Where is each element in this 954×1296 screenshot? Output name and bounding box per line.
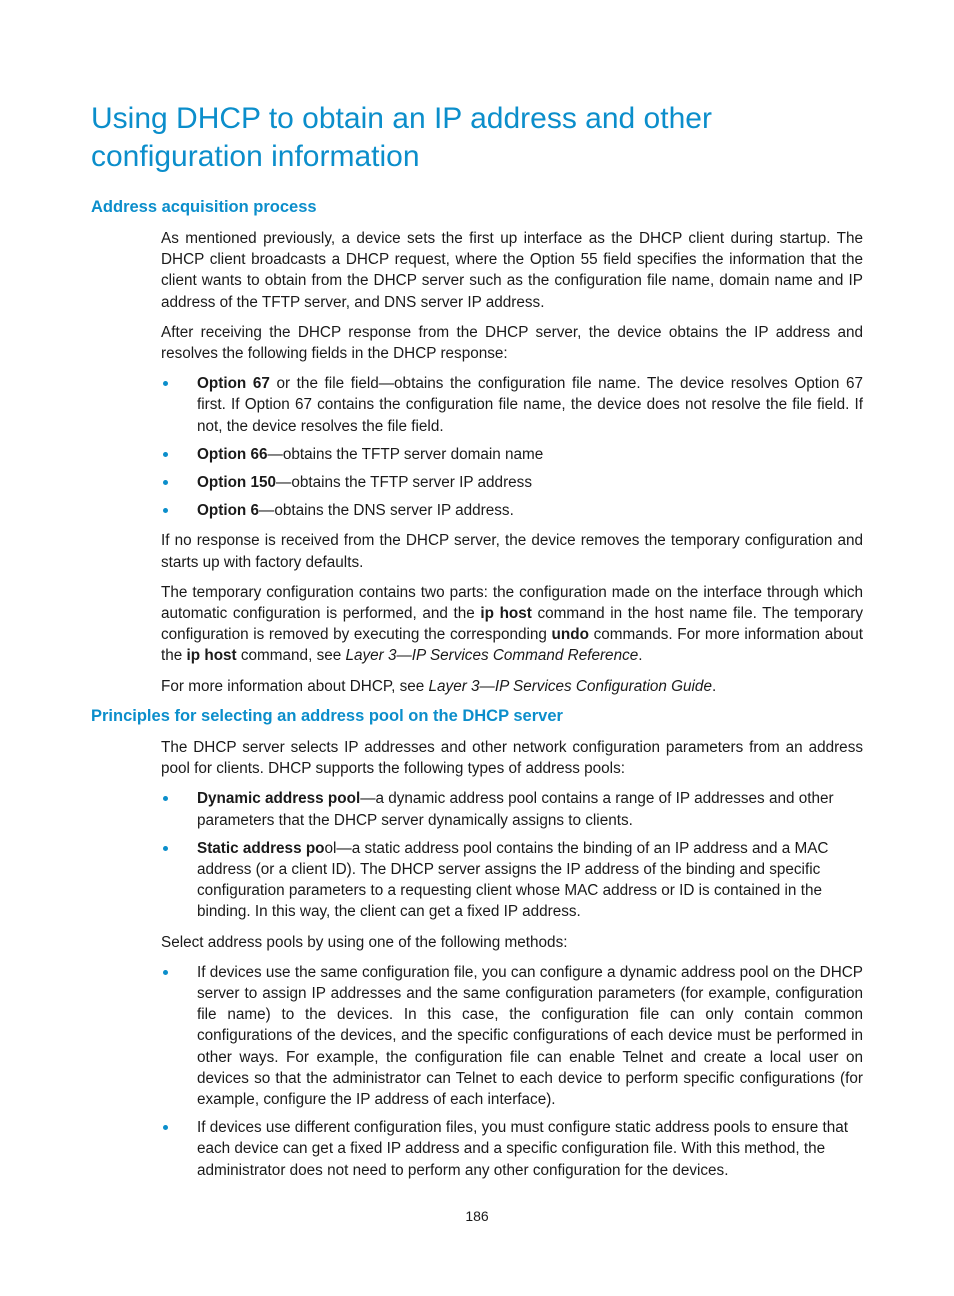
text-run: command in the host name file. The temporary configuration is removed by executing the corresponding (161, 605, 863, 644)
bullet-icon (163, 508, 168, 513)
option-list (161, 373, 863, 521)
text-run: The temporary configuration contains two parts: the configuration made on the interface through which automatic configuration is performed, and the (161, 583, 863, 623)
method-list (161, 962, 863, 1181)
section-body-address-acquisition (161, 228, 863, 706)
bullet-icon (163, 381, 168, 386)
list-item (161, 444, 863, 465)
method-description: If devices use the same configuration file, you can configure a dynamic address pool on the DHCP server to assign IP addresses and the same configuration parameters (for example, configuration file name) to the devices. In this case, the configuration file can only contain common configurations of the devices, and the specific configurations of each device must be performed in other ways. For example, the configuration file can enable Telnet and create a local user on devices so that the administrator can Telnet to each device to perform specific configurations (for example, configure the IP address of each interface). (197, 963, 863, 1109)
option-description: —obtains the TFTP server IP address (276, 474, 532, 492)
command-keyword: ip host (480, 605, 532, 623)
section-heading-address-pool: Principles for selecting an address pool on the DHCP server (91, 707, 563, 725)
bullet-icon (163, 480, 168, 485)
reference-title: Layer 3—IP Services Configuration Guide (428, 677, 712, 695)
list-item (161, 838, 835, 923)
option-description: —obtains the TFTP server domain name (267, 445, 544, 463)
command-keyword: ip host (186, 647, 237, 665)
option-name: Option 6 (197, 502, 260, 520)
option-name: Option 150 (197, 474, 277, 492)
section-heading-address-acquisition: Address acquisition process (91, 198, 317, 216)
list-item (161, 788, 835, 830)
paragraph: If no response is received from the DHCP server, the device removes the temporary configuration and starts up with factory defaults. (161, 532, 863, 571)
option-description: —obtains the DNS server IP address. (259, 502, 514, 520)
pool-type-description: —a dynamic address pool contains a range of IP addresses and other parameters that the DHCP server dynamically assigns to clients. (197, 790, 834, 829)
text-run: commands. For more information about the (161, 626, 863, 665)
text-run: command, see (236, 647, 346, 665)
option-name: Option 67 (197, 375, 270, 393)
paragraph: The DHCP server selects IP addresses and other network configuration parameters from an address pool for clients. DHCP supports the following types of address pools: (161, 739, 863, 778)
text-run: For more information about DHCP, see (161, 677, 429, 695)
method-description: If devices use different configuration files, you must configure static address pools to ensure that each device can get a fixed IP address and a specific configuration file. With this method, the administrator does not need to perform any other configuration for the devices. (197, 1119, 849, 1179)
pool-type-list (161, 788, 863, 922)
text-run: . (638, 647, 643, 665)
list-item (161, 500, 863, 521)
paragraph: As mentioned previously, a device sets the first up interface as the DHCP client during startup. The DHCP client broadcasts a DHCP request, where the Option 55 field specifies the information that the client wants to obtain from the DHCP server such as the configuration file name, domain name and IP address of the TFTP server, and DNS server IP address. (161, 230, 863, 311)
pool-type-name: Static address po (197, 839, 325, 857)
reference-title: Layer 3—IP Services Command Reference (345, 647, 639, 665)
text-run: . (711, 677, 717, 695)
command-keyword: undo (551, 626, 589, 644)
bullet-icon (163, 796, 168, 801)
list-item (161, 962, 863, 1110)
paragraph (161, 676, 863, 697)
option-description: or the file field—obtains the configuration file name. The device resolves Option 67 first. If Option 67 contains the configuration file name, the device does not resolve the file field. If not, the device resolves the file field. (197, 375, 863, 435)
bullet-icon (163, 970, 168, 975)
list-item (161, 472, 863, 493)
bullet-icon (163, 452, 168, 457)
bullet-icon (163, 846, 168, 851)
paragraph: Select address pools by using one of the following methods: (161, 933, 568, 951)
paragraph (161, 582, 863, 667)
pool-type-description: ol—a static address pool contains the binding of an IP address and a MAC address (or a client ID). The DHCP server assigns the IP address of the binding and specific configuration parameters to a requesting client whose MAC address or ID is contained in the binding. In this way, the client can get a fixed IP address. (197, 839, 829, 921)
pool-type-name: Dynamic address pool (197, 790, 361, 808)
bullet-icon (163, 1125, 168, 1130)
section-body-address-pool (161, 737, 863, 1190)
page-number: 186 (465, 1208, 489, 1224)
list-item (161, 373, 863, 437)
option-name: Option 66 (197, 445, 268, 463)
paragraph: After receiving the DHCP response from the DHCP server, the device obtains the IP address and resolves the following fields in the DHCP response: (161, 323, 863, 363)
list-item (161, 1117, 863, 1181)
page-title: Using DHCP to obtain an IP address and other configuration information (91, 102, 712, 173)
